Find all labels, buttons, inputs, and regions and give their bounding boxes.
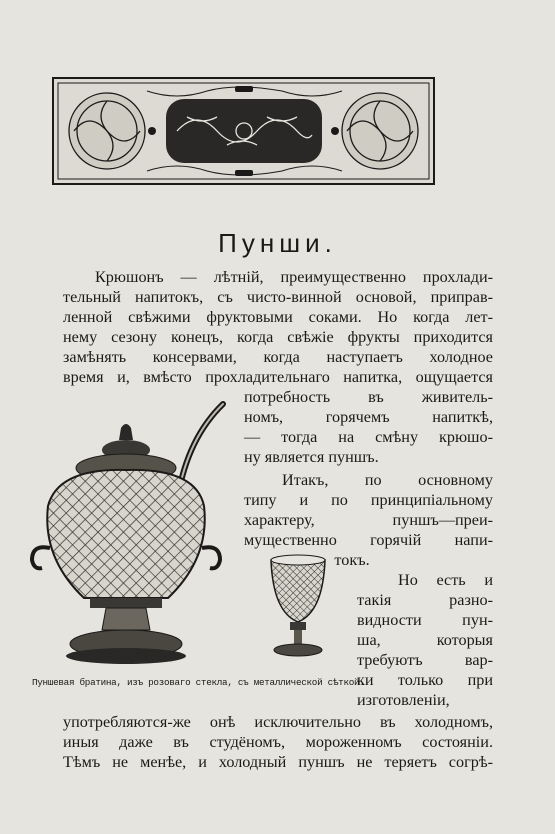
text-line: номъ, горячемъ напиткѣ, xyxy=(244,408,493,426)
text-line: ки только при xyxy=(357,671,493,689)
text-line: изготовленіи, xyxy=(357,691,450,709)
text-line: потребность въ живитель- xyxy=(244,388,493,406)
text-line: время и, вмѣсто прохладительнаго напитка, ощущается xyxy=(63,368,493,386)
text-line: ленной свѣжими фруктовыми соками. Но когда лет- xyxy=(63,308,493,326)
text-line: Итакъ, по основному xyxy=(282,471,493,489)
text-line: характеру, пуншъ—преи- xyxy=(244,511,493,529)
text-line: ну является пуншъ. xyxy=(244,448,379,466)
text-line: Крюшонъ — лѣтній, преимущественно прохлади- xyxy=(95,268,493,286)
text-line: Но есть и xyxy=(398,571,493,589)
text-line: нему сезону конецъ, когда свѣжіе фрукты приходится xyxy=(63,328,493,346)
decorative-headpiece xyxy=(52,77,435,185)
text-line: — тогда на смѣну крюшо- xyxy=(244,428,493,446)
text-line: видности пун- xyxy=(357,611,493,629)
text-line: иныя даже въ студёномъ, мороженномъ состояніи. xyxy=(63,733,493,751)
text-line: типу и по принципіальному xyxy=(244,491,493,509)
text-line: употребляются-же онѣ исключительно въ холодномъ, xyxy=(63,713,493,731)
text-line: требуютъ вар- xyxy=(357,651,493,669)
text-line: замѣнять консервами, когда наступаетъ холодное xyxy=(63,348,493,366)
text-line: Тѣмъ не менѣе, и холодный пуншъ не теряетъ согрѣ- xyxy=(63,753,493,771)
text-line: тельный напитокъ, съ чисто-винной основой, приправ- xyxy=(63,288,493,306)
text-line: мущественно горячій напи- xyxy=(244,531,493,549)
punch-bowl-illustration xyxy=(28,398,363,670)
figure-caption: Пуншевая братина, изъ розоваго стекла, съ металлической сѣткой. xyxy=(32,677,365,688)
section-title: Пунши. xyxy=(218,228,337,258)
text-line: токъ. xyxy=(334,551,370,569)
text-line: такія разно- xyxy=(357,591,493,609)
text-line: ша, которыя xyxy=(357,631,493,649)
